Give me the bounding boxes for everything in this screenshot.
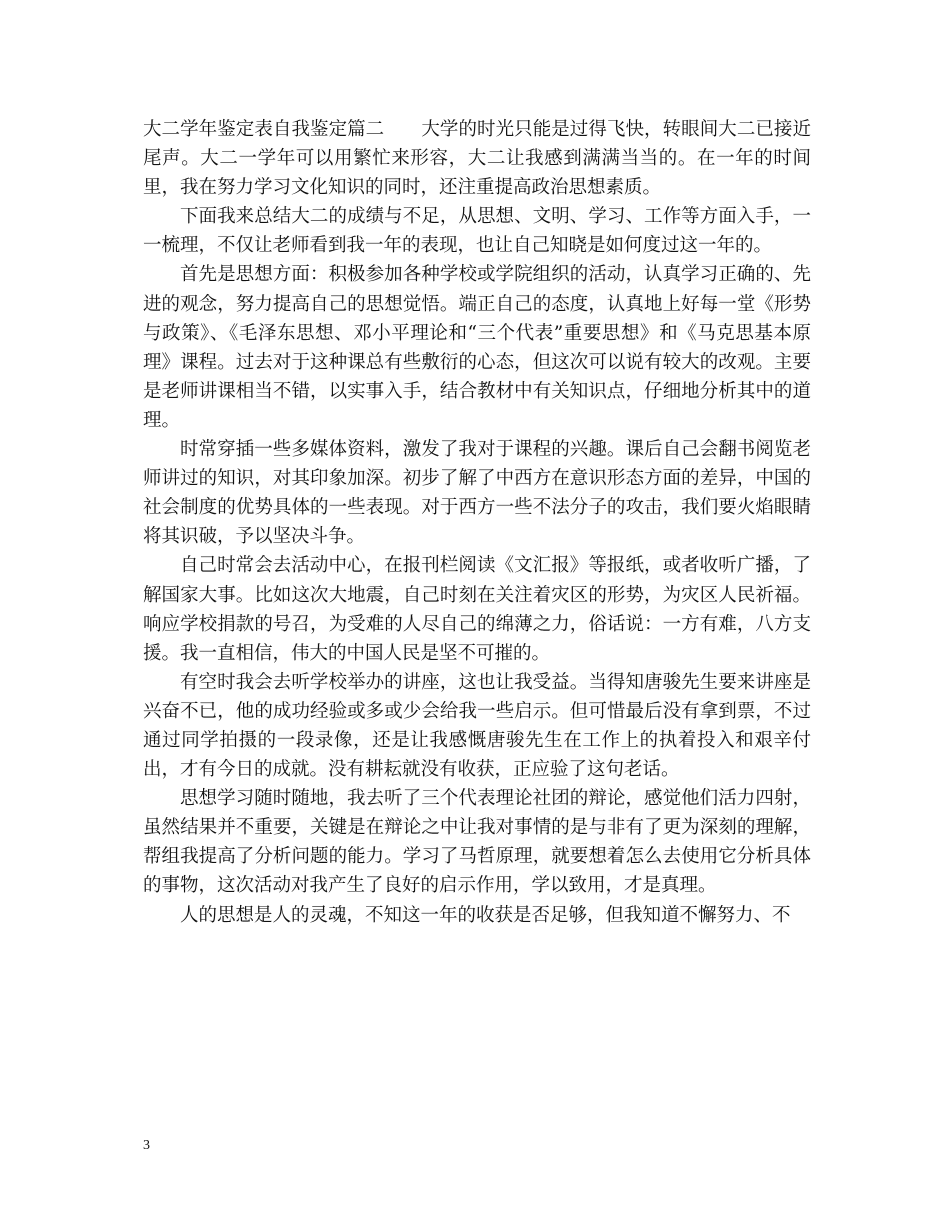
- paragraph-lectures: 有空时我会去听学校举办的讲座，这也让我受益。当得知唐骏先生要来讲座是兴奋不已，他的成功经验或多或少会给我一些启示。但可惜最后没有拿到票，不过通过同学拍摄的一段录像，还是让我感慨唐骏先生在工作上的执着投入和艰辛付出，才有今日的成就。没有耕耘就没有收获，正应验了这句老话。: [143, 671, 811, 781]
- paragraph-summary-overview: 下面我来总结大二的成绩与不足，从思想、文明、学习、工作等方面入手，一一梳理，不仅让老师看到我一年的表现，也让自己知晓是如何度过这一年的。: [143, 206, 811, 257]
- paragraph-multimedia: 时常穿插一些多媒体资料，激发了我对于课程的兴趣。课后自己会翻书阅览老师讲过的知识，对其印象加深。初步了解了中西方在意识形态方面的差异，中国的社会制度的优势具体的一些表现。对于西方一些不法分子的攻击，我们要火焰眼睛将其识破，予以坚决斗争。: [143, 439, 811, 548]
- paragraph-news: 自己时常会去活动中心，在报刊栏阅读《文汇报》等报纸，或者收听广播，了解国家大事。比如这次大地震，自己时刻在关注着灾区的形势，为灾区人民祈福。响应学校捐款的号召，为受难的人尽自己的绵薄之力，俗话说：一方有难，八方支援。我一直相信，伟大的中国人民是坚不可摧的。: [143, 555, 811, 664]
- paragraph-ideology: 首先是思想方面：积极参加各种学校或学院组织的活动，认真学习正确的、先进的观念，努力提高自己的思想觉悟。端正自己的态度，认真地上好每一堂《形势与政策》、《毛泽东思想、邓小平理论和“三个代表”重要思想》和《马克思基本原理》课程。过去对于这种课总有些敷衍的心态，但这次可以说有较大的改观。主要是老师讲课相当不错，以实事入手，结合教材中有关知识点，仔细地分析其中的道理。: [143, 264, 811, 431]
- page-number: 3: [143, 1138, 150, 1153]
- document-body: [143, 115, 811, 930]
- paragraph-intro: 大二学年鉴定表自我鉴定篇二 大学的时光只能是过得飞快，转眼间大二已接近尾声。大二一学年可以用繁忙来形容，大二让我感到满满当当的。在一年的时间里，我在努力学习文化知识的同时，还注重提高政治思想素质。: [143, 119, 811, 199]
- paragraph-debate: 思想学习随时随地，我去听了三个代表理论社团的辩论，感觉他们活力四射，虽然结果并不重要，关键是在辩论之中让我对事情的是与非有了更为深刻的理解，帮组我提高了分析问题的能力。学习了马哲原理，就要想着怎么去使用它分析具体的事物，这次活动对我产生了良好的启示作用，学以致用，才是真理。: [143, 788, 811, 897]
- paragraph-closing: 人的思想是人的灵魂，不知这一年的收获是否足够，但我知道不懈努力、不: [180, 904, 791, 926]
